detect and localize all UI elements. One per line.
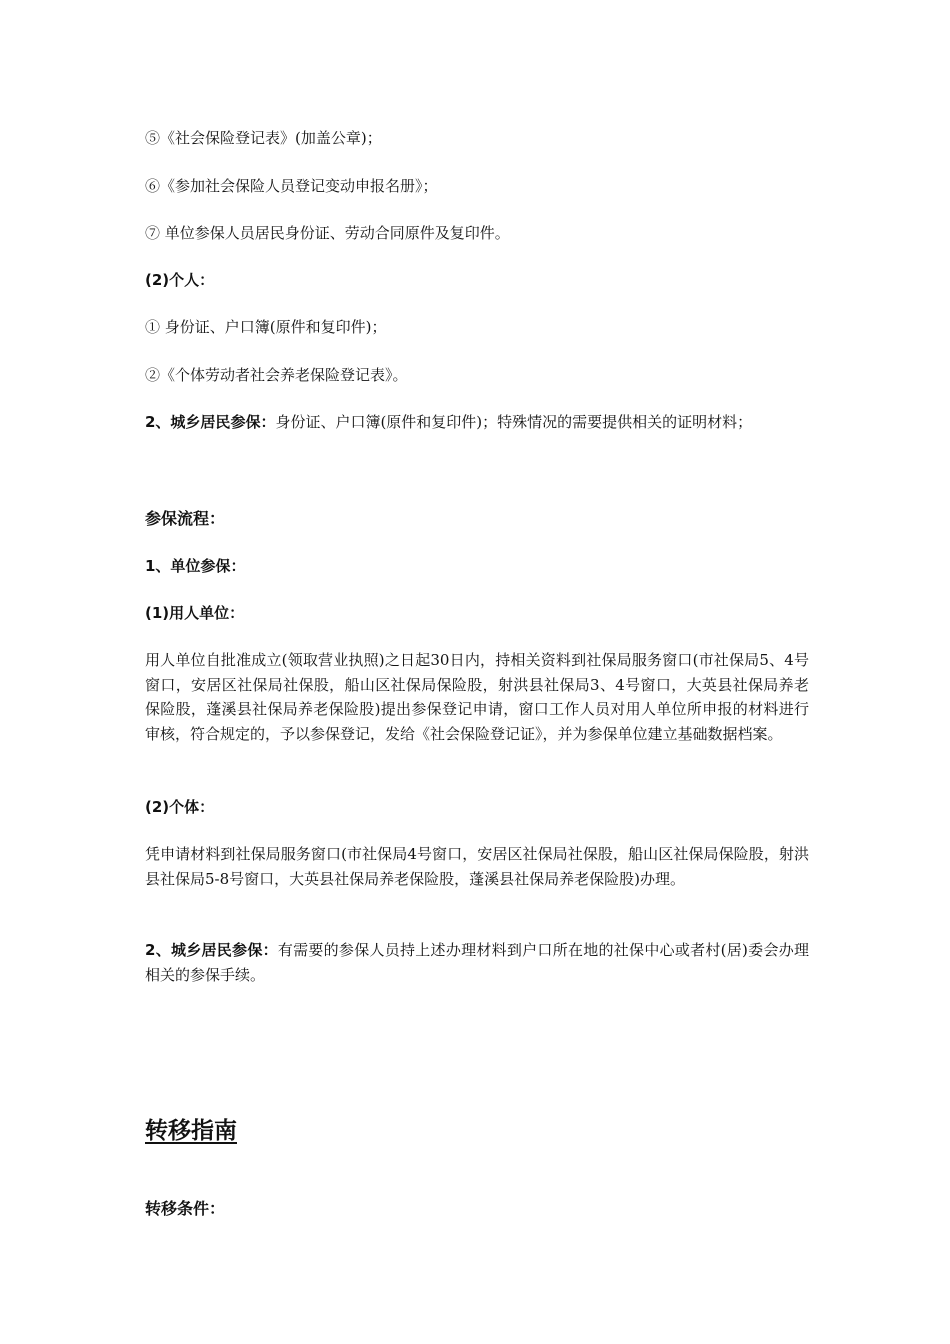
employer-heading: (1)用人单位： [145, 604, 245, 622]
unit-enrollment-heading: 1、单位参保： [145, 557, 246, 575]
urban-rural-materials [145, 410, 752, 434]
individual-material-item-2: ②《个体劳动者社会养老保险登记表》。 [145, 366, 408, 384]
material-item-5: ⑤《社会保险登记表》(加盖公章)； [145, 129, 382, 147]
urban-rural-materials-label: 2、城乡居民参保： [145, 413, 276, 431]
material-item-7: ⑦ 单位参保人员居民身份证、劳动合同原件及复印件。 [145, 224, 510, 242]
urban-rural-process-text: 有需要的参保人员持上述办理材料到户口所在地的社保中心或者村(居)委会办理相关的参保手续。 [145, 941, 809, 984]
material-item-6: ⑥《参加社会保险人员登记变动申报名册》； [145, 177, 438, 195]
self-employed-process-paragraph: 凭申请材料到社保局服务窗口(市社保局4号窗口，安居区社保局社保股，船山区社保局保险股，射洪县社保局5-8号窗口，大英县社保局养老保险股，蓬溪县社保局养老保险股)办理。 [145, 845, 809, 888]
individual-materials-heading: (2)个人： [145, 271, 215, 289]
transfer-guide-title: 转移指南 [145, 1118, 237, 1144]
employer-process-paragraph: 用人单位自批准成立(领取营业执照)之日起30日内，持相关资料到社保局服务窗口(市社保局5、4号窗口，安居区社保局社保股，船山区社保局保险股，射洪县社保局3、4号窗口，大英县社保局养老保险股，蓬溪县社保局养老保险股)提出参保登记申请，窗口工作人员对用人单位所申报的材料进行审核，符合规定的，予以参保登记，发给《社会保险登记证》，并为参保单位建立基础数据档案。 [145, 651, 809, 743]
urban-rural-materials-text: 身份证、户口簿(原件和复印件)；特殊情况的需要提供相关的证明材料； [275, 413, 753, 431]
self-employed-heading: (2)个体： [145, 798, 215, 816]
individual-material-item-1: ① 身份证、户口簿(原件和复印件)； [145, 318, 387, 336]
process-heading: 参保流程： [145, 509, 226, 528]
urban-rural-process-paragraph [145, 938, 809, 987]
urban-rural-process-label: 2、城乡居民参保： [145, 941, 278, 959]
transfer-conditions-heading: 转移条件： [145, 1199, 226, 1218]
